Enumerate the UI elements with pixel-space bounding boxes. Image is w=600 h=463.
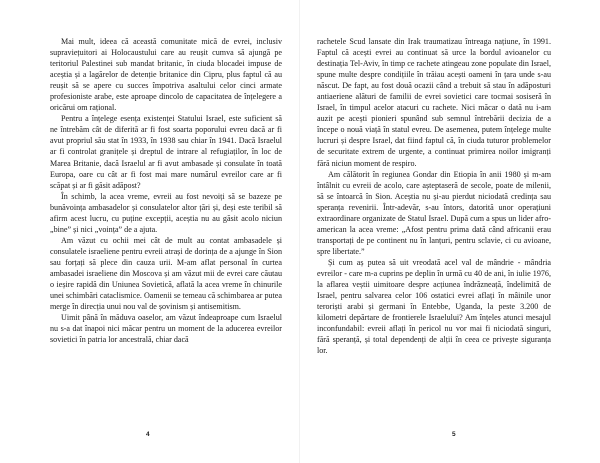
paragraph: Mai mult, ideea că această comunitate mică de evrei, inclusiv supraviețuitori ai Holocaustului care au reușit cumva să ajungă pe teritoriul Palestinei sub mandat britanic, în ciuda blocadei impuse de aceștia și a lagărelor de detenție britanice din Cipru, plus faptul că au reușit să se apere cu succes împotriva asaltului celor cinci armate profesioniste arabe, este aproape dincolo de capacitatea de înțelegere a oricărui om rațional.	[50, 37, 282, 113]
paragraph: rachetele Scud lansate din Irak traumatizau întreaga națiune, în 1991. Faptul că acești evrei au continuat să urce la bordul avioanelor cu destinația Tel-Aviv, în timp ce rachete atingeau zone populate din Israel, spune multe despre condițiile în trăiau acești oameni în țara unde s-au născut. De fapt, au fost două ocazii când a trebuit să stau în adăposturi antiaeriene alături de familii de evrei sovietici care tocmai sosiseră în Israel, în timpul acelor atacuri cu rachete. Nici măcar o dată nu i-am auzit pe acești pionieri spunând sub semnul întrebării decizia de a începe o nouă viață în statul evreu. De asemenea, putem înțelege multe lucruri și despre Israel, dat fiind faptul că, în ciuda tuturor problemelor de securitate extrem de urgente, a continuat primirea noilor imigranți fără niciun moment de respiro.	[317, 37, 551, 168]
right-page-text	[317, 36, 551, 356]
left-page-text	[50, 36, 282, 345]
page-number: 4	[146, 431, 150, 438]
paragraph: În schimb, la acea vreme, evreii au fost nevoiți să se bazeze pe bunăvoința ambasadelor și consulatelor altor țări și, deși este teribil să afirm acest lucru, cu puține excepții, aceștia nu au găsit acolo niciun „bine” și nici „voința” de a ajuta.	[50, 191, 282, 234]
paragraph: Am călătorit în regiunea Gondar din Etiopia în anii 1980 și m-am întâlnit cu evreii de acolo, care așteptaseră de secole, poate de milenii, să se întoarcă în Sion. Aceștia nu și-au pierdut niciodată credința sau speranța revenirii. Într-adevăr, s-au întors, datorită unor operațiuni extraordinare organizate de Statul Israel. După cum a spus un lider afro-american la acea vreme: „Afost pentru prima dată când africanii erau transportați de pe continent nu în lanțuri, pentru sclavie, ci cu avioane, spre libertate.”	[317, 169, 551, 256]
paragraph: Pentru a înțelege esența existenței Statului Israel, este suficient să ne întrebăm cât de diferită ar fi fost soarta poporului evreu dacă ar fi avut propriul său stat în 1933, în 1938 sau chiar în 1941. Dacă Israelul ar fi controlat granițele și dreptul de intrare al refugiaților, în loc de Marea Britanie, dacă Israelul ar fi avut ambasade și consulate în toată Europa, oare cu cât ar fi fost mai mare numărul evreilor care ar fi scăpat și ar fi găsit adăpost?	[50, 114, 282, 190]
paragraph: Uimit până în măduva oaselor, am văzut îndeaproape cum Israelul nu s-a dat înapoi nici măcar pentru un moment de la aducerea evreilor sovietici în patria lor ancestrală, chiar dacă	[50, 313, 282, 345]
paragraph: Și cum aș putea să uit vreodată acel val de mândrie - mândria evreilor - care m-a cuprins pe deplin în urmă cu 40 de ani, în iulie 1976, la aflarea veștii uimitoare despre acțiunea îndrăzneață, îndelimită de Israel, pentru salvarea celor 106 ostatici evrei aflați în mâinile unor teroriști arabi și germani în Entebbe, Uganda, la peste 3.200 de kilometri depărtare de frontierele Israelului? Am înțeles atunci mesajul inconfundabil: evreii aflați în pericol nu vor mai fi niciodată singuri, fără speranță, și total dependenți de alții în ceea ce privește siguranța lor.	[317, 257, 551, 356]
page-number: 5	[452, 431, 456, 438]
paragraph: Am văzut cu ochii mei cât de mult au contat ambasadele și consulatele israeliene pentru evreii atrași de dorința de a ajunge în Sion sau forțați să plece din cauza urii. M-am aflat personal în curtea ambasadei israeliene din Moscova și am văzut mii de evrei care căutau o ieșire rapidă din Uniunea Sovietică, aflată la acea vreme în chinurile unei schimbări cataclismice. Oamenii se temeau că schimbarea ar putea merge în direcția unui nou val de șovinism și antisemitism.	[50, 235, 282, 312]
right-page	[300, 0, 600, 463]
